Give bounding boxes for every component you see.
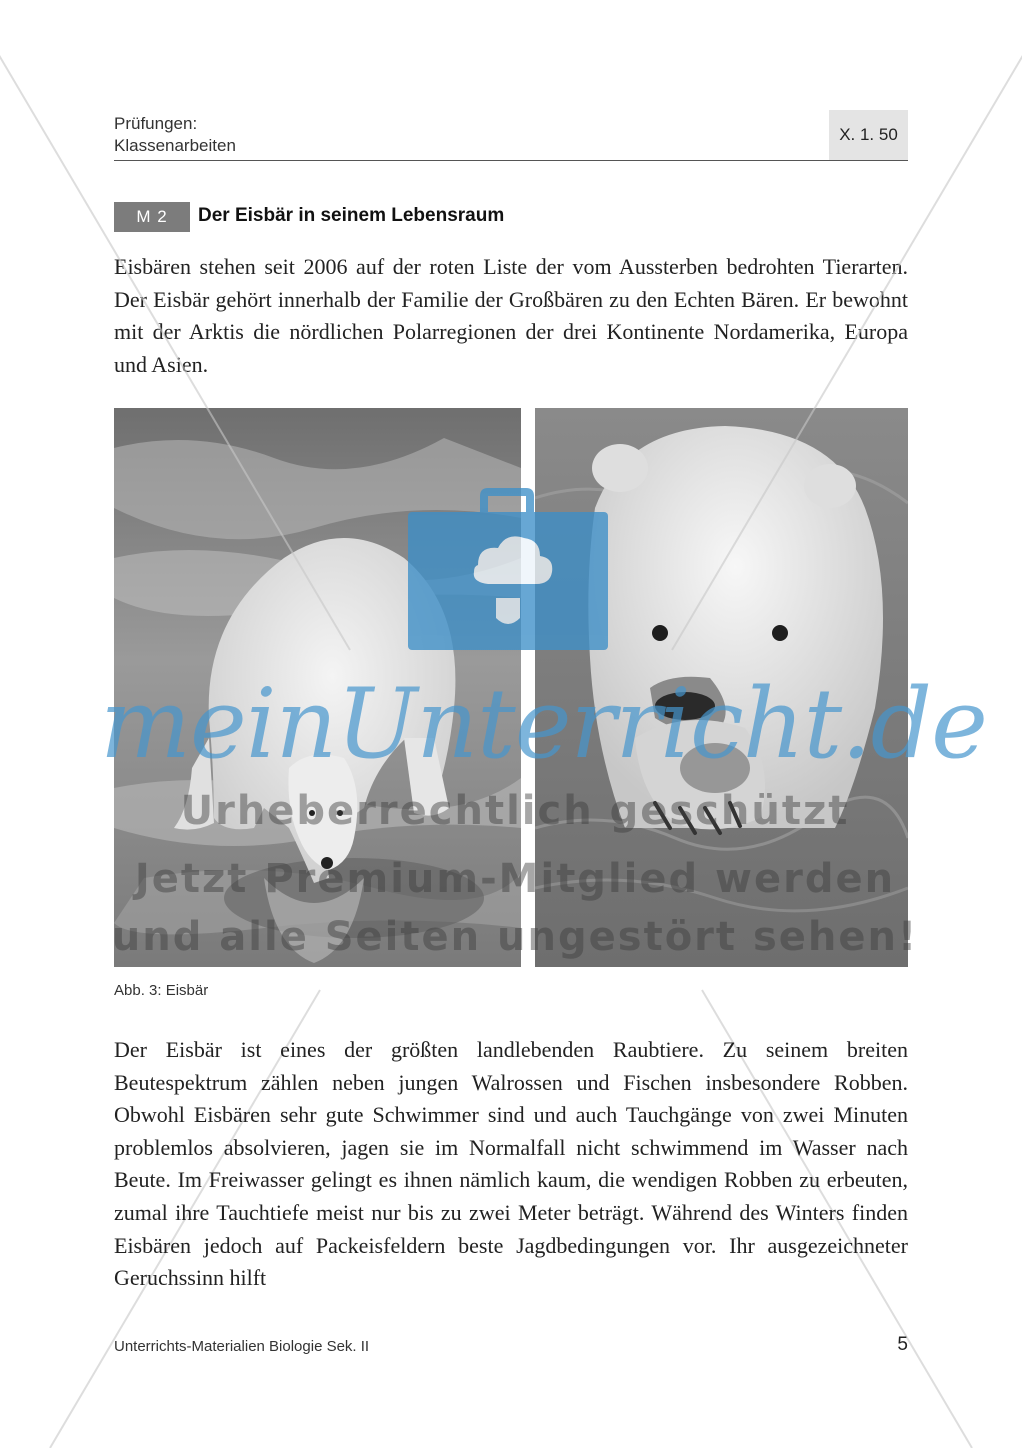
watermark-briefcase-icon (408, 480, 608, 650)
watermark-line-1: Urheberrechtlich geschützt (180, 788, 850, 834)
header-line-2: Klassenarbeiten (114, 136, 236, 155)
material-tag: M 2 (114, 202, 190, 232)
watermark-line-2: Jetzt Premium-Mitglied werden (134, 856, 896, 902)
footer-publication: Unterrichts-Materialien Biologie Sek. II (114, 1338, 370, 1355)
figure-caption: Abb. 3: Eisbär (114, 982, 209, 999)
body-paragraph: Der Eisbär ist eines der größten landlebenden Raubtiere. Zu seinem breiten Beutespektrum zählen neben jungen Walrossen und Fischen insbesondere Robben. Obwohl Eisbären sehr gute Schwimmer sind und auch Tauchgänge von zwei Minuten problemlos absolvieren, jagen sie im Normalfall nicht schwimmend im Wasser nach Beute. Im Freiwasser gelingt es ihnen nämlich kaum, die wendigen Robben zu erbeuten, zumal ihre Tauchtiefe meist nur bis zu zwei Meter beträgt. Während des Winters finden Eisbären jedoch auf Packeisfeldern beste Jagdbedingungen vor. Ihr ausgezeichneter Geruchssinn hilft (114, 1037, 908, 1291)
header-line-1: Prüfungen: (114, 114, 198, 133)
chapter-code: X. 1. 50 (829, 110, 908, 160)
section-title: Der Eisbär in seinem Lebensraum (198, 205, 505, 226)
page-number: 5 (897, 1334, 908, 1355)
intro-paragraph: Eisbären stehen seit 2006 auf der roten Liste der vom Aussterben bedrohten Tierarten. Der Eisbär gehört innerhalb der Familie der Großbären zu den Echten Bären. Er bewohnt mit der Arktis die nördlichen Polarregionen der drei Kontinente Nordamerika, Europa und Asien. (114, 254, 908, 377)
watermark-line-3: und alle Seiten ungestört sehen! (111, 914, 919, 960)
watermark-brand: meinUnterricht.de (100, 668, 987, 780)
